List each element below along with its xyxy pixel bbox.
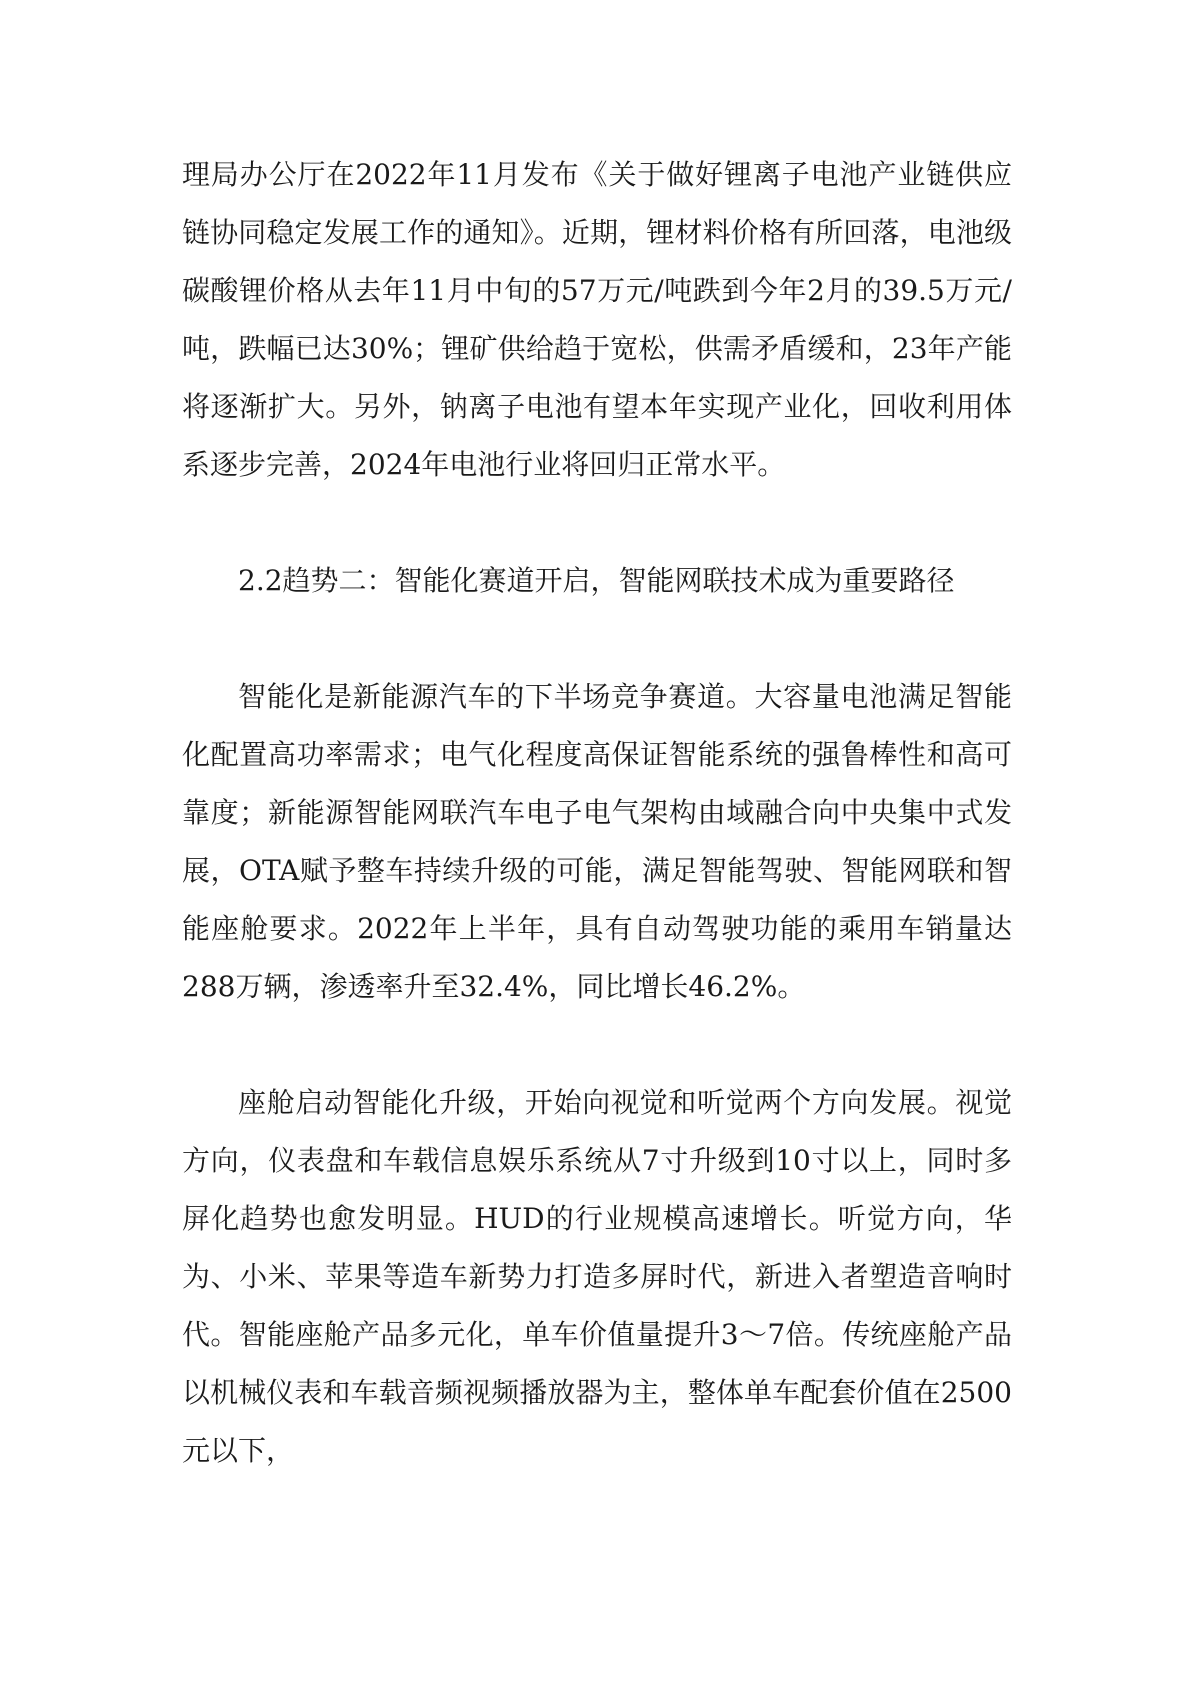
paragraph-spacer xyxy=(182,1016,1012,1074)
document-body xyxy=(182,146,1012,1480)
paragraph-continuation: 理局办公厅在2022年11月发布《关于做好锂离子电池产业链供应链协同稳定发展工作的通知》。近期，锂材料价格有所回落，电池级碳酸锂价格从去年11月中旬的57万元/吨跌到今年2月的39.5万元/吨，跌幅已达30%；锂矿供给趋于宽松，供需矛盾缓和，23年产能将逐渐扩大。另外，钠离子电池有望本年实现产业化，回收利用体系逐步完善，2024年电池行业将回归正常水平。 xyxy=(182,158,1012,481)
paragraph-spacer xyxy=(182,610,1012,668)
paragraph-cockpit: 座舱启动智能化升级，开始向视觉和听觉两个方向发展。视觉方向，仪表盘和车载信息娱乐系统从7寸升级到10寸以上，同时多屏化趋势也愈发明显。HUD的行业规模高速增长。听觉方向，华为、小米、苹果等造车新势力打造多屏时代，新进入者塑造音响时代。智能座舱产品多元化，单车价值量提升3～7倍。传统座舱产品以机械仪表和车载音频视频播放器为主，整体单车配套价值在2500元以下， xyxy=(182,1086,1012,1467)
section-heading-2-2: 2.2趋势二：智能化赛道开启，智能网联技术成为重要路径 xyxy=(238,564,955,597)
paragraph-spacer xyxy=(182,494,1012,552)
paragraph-intelligence: 智能化是新能源汽车的下半场竞争赛道。大容量电池满足智能化配置高功率需求；电气化程度高保证智能系统的强鲁棒性和高可靠度；新能源智能网联汽车电子电气架构由域融合向中央集中式发展，OTA赋予整车持续升级的可能，满足智能驾驶、智能网联和智能座舱要求。2022年上半年，具有自动驾驶功能的乘用车销量达288万辆，渗透率升至32.4%，同比增长46.2%。 xyxy=(182,680,1012,1003)
